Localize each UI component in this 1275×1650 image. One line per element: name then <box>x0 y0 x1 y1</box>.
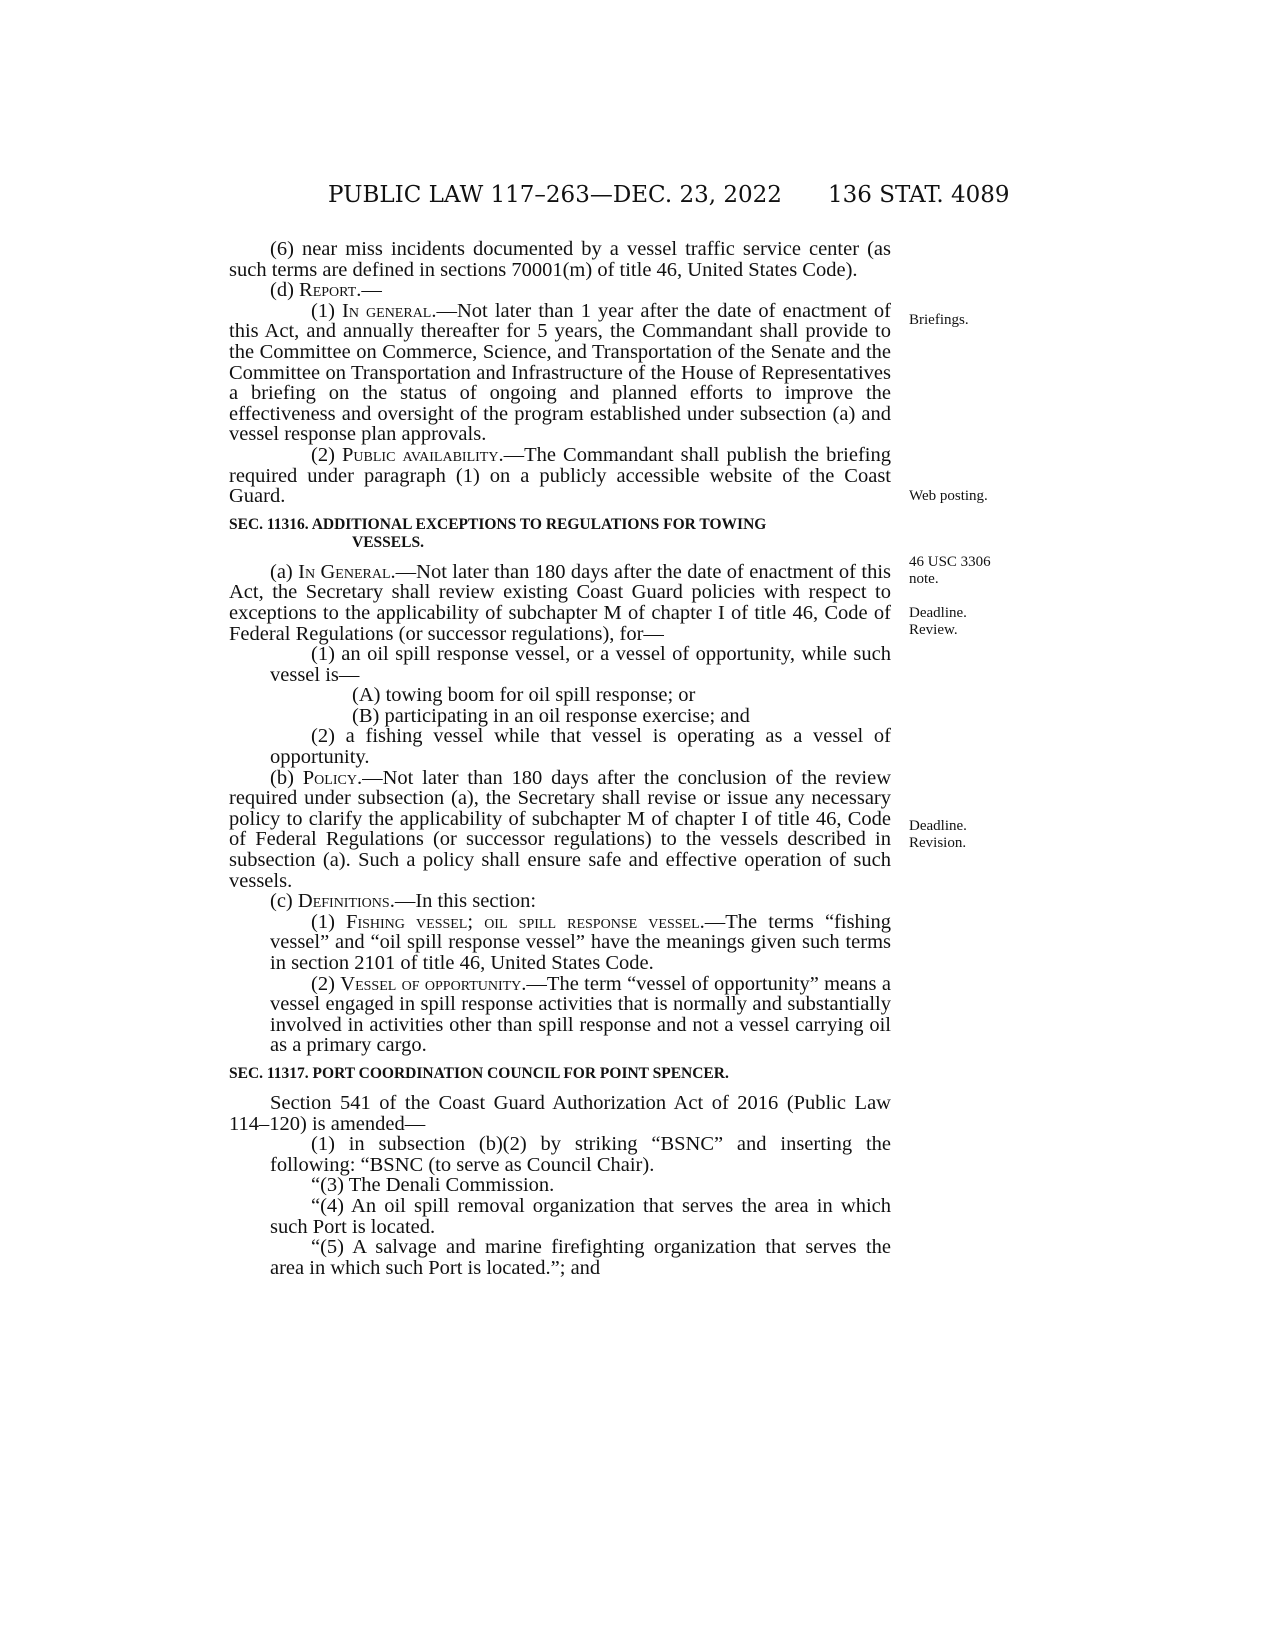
margin-note-web-posting: Web posting. <box>909 488 988 504</box>
paragraph-c2-definition: (2) Vessel of opportunity.—The term “vessel of opportunity” means a vessel engaged in spill response activities that is normally and substantially involved in activities other than spill response and not a vessel carrying oil as a primary cargo. <box>270 972 891 1057</box>
section-11316-heading: SEC. 11316. ADDITIONAL EXCEPTIONS TO REGULATIONS FOR TOWING VESSELS. <box>229 515 767 551</box>
body-text <box>229 239 891 1278</box>
paragraph-a2: (2) a fishing vessel while that vessel is operating as a vessel of opportunity. <box>270 725 891 769</box>
margin-note-usc-citation: 46 USC 3306 note. <box>909 554 991 587</box>
subparagraph-aA: (A) towing boom for oil spill response; or <box>352 684 696 707</box>
subsection-b-policy: (b) Policy.—Not later than 180 days after the conclusion of the review required under subsection (a), the Secretary shall revise or issue any necessary policy to clarify the applicability of subchapter M of chapter I of title 46, Code of Federal Regulations (or successor regulations) to the vessels described in subsection (a). Such a policy shall ensure safe and effective operation of such vessels. <box>229 766 892 892</box>
amendment-item-3: “(3) The Denali Commission. <box>311 1174 555 1197</box>
subparagraph-aB: (B) participating in an oil response exercise; and <box>352 704 750 727</box>
paragraph-c1-definition: (1) Fishing vessel; oil spill response vessel.—The terms “fishing vessel” and “oil spill response vessel” have the meanings given such terms in section 2101 of title 46, United States Code. <box>270 910 891 974</box>
section-541-amendment-intro: Section 541 of the Coast Guard Authorization Act of 2016 (Public Law 114–120) is amended— <box>229 1091 891 1135</box>
margin-note-deadline-review: Deadline. Review. <box>909 605 967 638</box>
page-stat-citation: 136 STAT. 4089 <box>828 182 1010 208</box>
amendment-item-4: “(4) An oil spill removal organization that serves the area in which such Port is located. <box>270 1194 891 1238</box>
margin-note-briefings: Briefings. <box>909 312 969 328</box>
subsection-c-definitions: (c) Definitions.—In this section: <box>270 890 537 913</box>
amendment-item-1: (1) in subsection (b)(2) by striking “BSNC” and inserting the following: “BSNC (to serve as Council Chair). <box>270 1133 891 1176</box>
subsection-d-report-heading: (d) Report.— <box>270 279 382 302</box>
paragraph-6-near-miss: (6) near miss incidents documented by a vessel traffic service center (as such terms are defined in sections 70001(m) of title 46, United States Code). <box>229 238 891 281</box>
margin-note-deadline-revision: Deadline. Revision. <box>909 818 967 851</box>
paragraph-d2-public-availability: (2) Public availability.—The Commandant shall publish the briefing required under paragraph (1) on a publicly accessible website of the Coast Guard. <box>229 443 891 508</box>
running-header-title: PUBLIC LAW 117–263—DEC. 23, 2022 <box>328 182 782 208</box>
subsection-a-in-general: (a) In General.—Not later than 180 days after the date of enactment of this Act, the Secretary shall review existing Coast Guard policies with respect to exceptions to the applicability of subchapter M of chapter I of title 46, Code of Federal Regulations (or successor regulations), for— <box>229 560 891 645</box>
paragraph-a1: (1) an oil spill response vessel, or a vessel of opportunity, while such vessel is— <box>270 643 891 686</box>
section-11317-heading: SEC. 11317. PORT COORDINATION COUNCIL FOR POINT SPENCER. <box>229 1064 729 1082</box>
paragraph-d1-in-general: (1) In general.—Not later than 1 year after the date of enactment of this Act, and annually thereafter for 5 years, the Commandant shall provide to the Committee on Commerce, Science, and Transportation of the Senate and the Committee on Transportation and Infrastructure of the House of Representatives a briefing on the status of ongoing and planned efforts to improve the effectiveness and oversight of the program established under subsection (a) and vessel response plan approvals. <box>229 299 892 446</box>
amendment-item-5: “(5) A salvage and marine firefighting organization that serves the area in which such Port is located.”; and <box>270 1236 891 1279</box>
